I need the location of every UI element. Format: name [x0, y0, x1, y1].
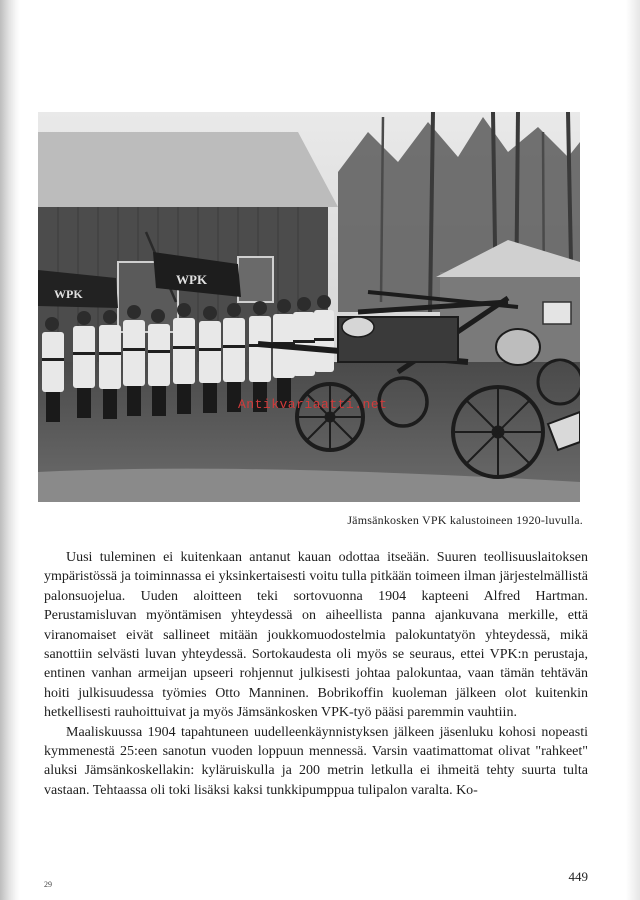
photo-caption: Jämsänkosken VPK kalustoineen 1920-luvulla.: [347, 513, 583, 527]
body-text: [44, 548, 588, 800]
historical-photo: [38, 112, 580, 502]
signature-mark: 29: [44, 880, 52, 889]
paragraph-2: Maaliskuussa 1904 tapahtuneen uudelleenkäynnistyksen jälkeen jäsenluku kohosi nopeasti kymmenestä 25:een sanotun vuoden loppuun mennessä. Varsin vaatimattomat olivat "rahkeet" aluksi Jämsänkoskellakin: kyläruiskulla ja 200 metrin letkulla ei ihmeitä tehty suurta tulta vastaan. Tehtaassa oli toki lisäksi kaksi tunkkipumppua tulipalon varalta. Ko-: [44, 724, 588, 798]
paragraph-1: Uusi tuleminen ei kuitenkaan antanut kauan odottaa itseään. Suuren teollisuuslaitoksen ympäristössä ja toiminnassa ei yksinkertaisesti voitu tulla pitkään toimeen ilman järjestelmällistä palonsuojelua. Uuden aloitteen teki sortovuonna 1904 kapteeni Alfred Hartman. Perustamisluvan myöntämisen yhteydessä on aiheellista panna ajankuvana merkille, että viranomaiset eivät sallineet mitään joukkomuodostelmia palokuntatyön yhteydessä, mikä sanottiin selvästi luvan yhteydessä. Sortokaudesta oli myös se seuraus, ettei VPK:n perustaja, entinen vanhan armeijan upseeri rohjennut julkisesti johtaa palokuntaa, vaan tämän tehtävän hoiti julkisuudessa työmies Otto Manninen. Bobrikoffin kuoleman jälkeen olot kuitenkin hetkellisesti rauhoittuivat ja myös Jämsänkosken VPK-työ pääsi paremmin vauhtiin.: [44, 550, 588, 721]
banner-right-text: WPK: [176, 272, 208, 287]
page-gutter-shadow: [0, 0, 20, 900]
page-number: 449: [568, 869, 588, 884]
banner-left-text: WPK: [54, 287, 83, 301]
page-right-edge: [626, 0, 640, 900]
watermark-text: Antikvariaatti.net: [238, 397, 388, 412]
